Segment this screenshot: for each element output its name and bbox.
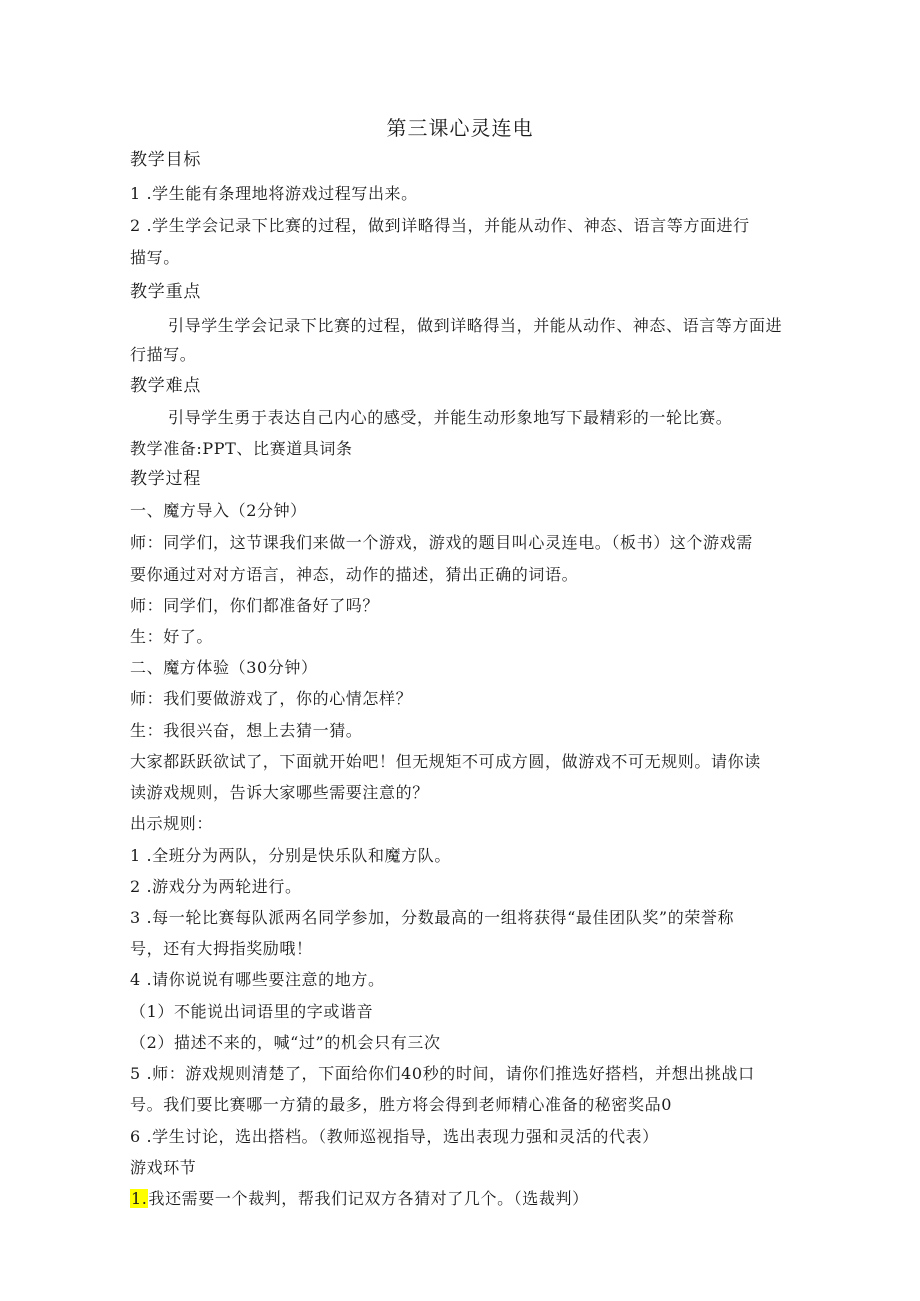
- paragraph-line: 号。我们要比赛哪一方猜的最多，胜方将会得到老师精心准备的秘密奖品0: [130, 1095, 672, 1114]
- rule-item: 5 .师：游戏规则清楚了，下面给你们40秒的时间，请你们推选好搭档，并想出挑战口: [130, 1064, 755, 1083]
- paragraph-line: 出示规则：: [130, 814, 214, 833]
- paragraph-line: 师：我们要做游戏了，你的心情怎样？: [130, 689, 413, 708]
- rule-subitem: （2）描述不来的，喊“过”的机会只有三次: [130, 1033, 441, 1052]
- section-heading-key-points: 教学重点: [130, 282, 202, 302]
- rule-item: 6 .学生讨论，选出搭档。（教师巡视指导，选出表现力强和灵活的代表）: [130, 1127, 659, 1146]
- subsection-heading: 游戏环节: [130, 1158, 197, 1177]
- subsection-heading: 二、魔方体验（30分钟）: [130, 658, 318, 677]
- paragraph-line: 要你通过对对方语言，神态，动作的描述，猜出正确的词语。: [130, 565, 579, 584]
- paragraph-line: 读游戏规则，告诉大家哪些需要注意的？: [130, 783, 429, 802]
- rule-item: 1 .全班分为两队，分别是快乐队和魔方队。: [130, 846, 451, 865]
- page-title: 第三课心灵连电: [386, 116, 534, 140]
- paragraph-line: 行描写。: [130, 345, 197, 364]
- section-heading-process: 教学过程: [130, 469, 202, 489]
- paragraph-line: 大家都跃跃欲试了，下面就开始吧！但无规矩不可成方圆，做游戏不可无规则。请你读: [130, 752, 761, 771]
- paragraph-line: 引导学生勇于表达自己内心的感受，并能生动形象地写下最精彩的一轮比赛。: [168, 408, 733, 427]
- section-heading-objectives: 教学目标: [130, 150, 202, 170]
- paragraph-line: [130, 1187, 589, 1211]
- paragraph-line: 师：同学们，这节课我们来做一个游戏，游戏的题目叫心灵连电。（板书）这个游戏需: [130, 533, 753, 552]
- paragraph-line: 生：我很兴奋，想上去猜一猜。: [130, 721, 363, 740]
- paragraph-line: 号，还有大拇指奖励哦！: [130, 939, 313, 958]
- paragraph-line: 描写。: [130, 248, 180, 267]
- paragraph-text: 我还需要一个裁判，帮我们记双方各猜对了几个。（选裁判）: [148, 1189, 589, 1208]
- rule-subitem: （1）不能说出词语里的字或谐音: [130, 1002, 374, 1021]
- paragraph-line: 2 .学生学会记录下比赛的过程，做到详略得当，并能从动作、神态、语言等方面进行: [130, 216, 750, 235]
- paragraph-line: 生：好了。: [130, 627, 214, 646]
- rule-item: 4 .请你说说有哪些要注意的地方。: [130, 970, 385, 989]
- rule-item: 3 .每一轮比赛每队派两名同学参加，分数最高的一组将获得“最佳团队奖”的荣誉称: [130, 908, 735, 927]
- section-heading-preparation: 教学准备:PPT、比赛道具词条: [130, 439, 353, 458]
- paragraph-line: 引导学生学会记录下比赛的过程，做到详略得当，并能从动作、神态、语言等方面进: [168, 316, 783, 335]
- paragraph-line: 师：同学们，你们都准备好了吗？: [130, 596, 380, 615]
- paragraph-line: 1 .学生能有条理地将游戏过程写出来。: [130, 184, 418, 203]
- section-heading-difficulties: 教学难点: [130, 376, 202, 396]
- highlighted-list-marker: 1.: [131, 1189, 148, 1208]
- rule-item: 2 .游戏分为两轮进行。: [130, 877, 302, 896]
- subsection-heading: 一、魔方导入（2分钟）: [130, 501, 307, 520]
